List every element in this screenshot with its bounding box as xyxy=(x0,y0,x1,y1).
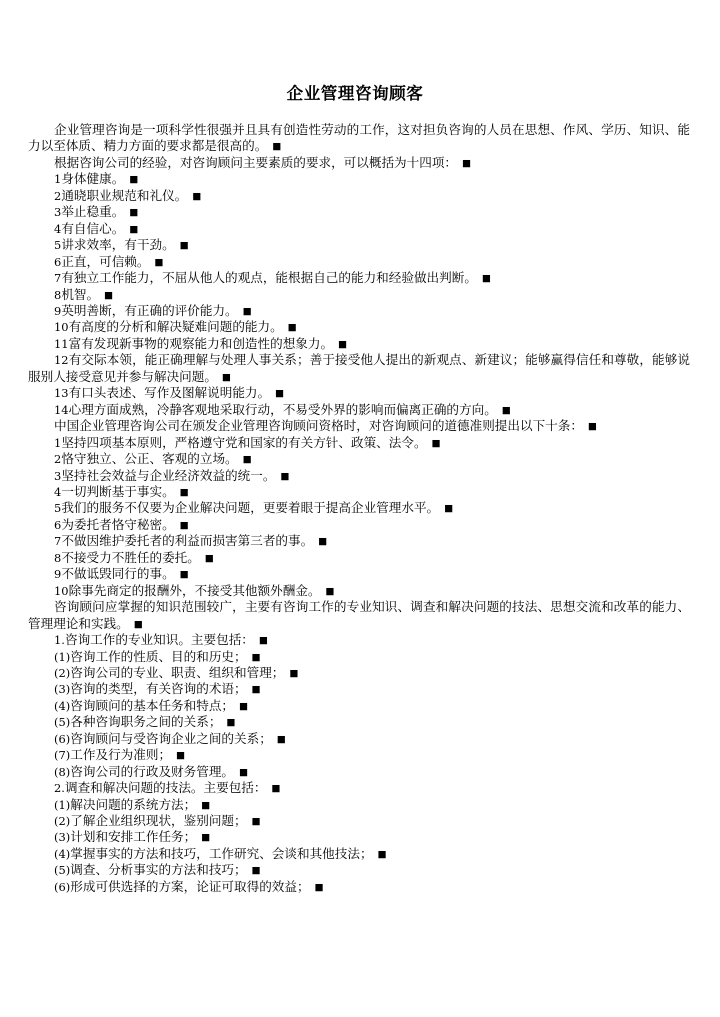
list-item-text: 为委托者恪守秘密。 xyxy=(61,516,175,532)
paragraph-end-mark-icon: ■ xyxy=(311,881,324,893)
quality-item-3 xyxy=(28,204,690,220)
knowledge-1-sub-1 xyxy=(28,649,690,665)
list-item-number: (4) xyxy=(54,698,71,713)
list-item-text: 工作及行为准则； xyxy=(70,747,172,763)
list-item-text: 英明善断，有正确的评价能力。 xyxy=(61,302,238,318)
knowledge-2-sub-1 xyxy=(28,797,690,813)
list-item-text: 咨询顾问的基本任务和特点； xyxy=(70,697,235,713)
list-item-text: 了解企业组织现状，鉴别问题； xyxy=(70,813,247,829)
paragraph-end-mark-icon: ■ xyxy=(286,667,299,679)
list-item-number: (7) xyxy=(54,748,71,763)
knowledge-1-sub-6 xyxy=(28,731,690,747)
list-item-number: 2. xyxy=(54,781,65,796)
list-item-text: 除事先商定的报酬外，不接受其他额外酬金。 xyxy=(68,582,321,598)
paragraph-end-mark-icon: ■ xyxy=(441,503,454,515)
knowledge-2-sub-5 xyxy=(28,862,690,878)
ethics-item-8 xyxy=(28,550,690,566)
list-item-number: 1 xyxy=(54,172,62,187)
list-item-text: 形成可供选择的方案，论证可取得的效益； xyxy=(70,878,310,894)
quality-item-14 xyxy=(28,402,690,418)
paragraph-end-mark-icon: ■ xyxy=(189,190,202,202)
ethics-item-1 xyxy=(28,435,690,451)
paragraph-end-mark-icon: ■ xyxy=(255,635,268,647)
list-item-text: 富有发现新事物的观察能力和创造性的想象力。 xyxy=(68,335,334,351)
paragraph-end-mark-icon: ■ xyxy=(198,799,211,811)
ethics-item-6 xyxy=(28,517,690,533)
quality-item-9 xyxy=(28,303,690,319)
list-item-text: 调查、分析事实的方法和技巧； xyxy=(70,862,247,878)
list-item-number: 2 xyxy=(54,188,62,203)
paragraph-end-mark-icon: ■ xyxy=(223,717,236,729)
quality-item-4 xyxy=(28,221,690,237)
list-item-number: 9 xyxy=(54,567,62,582)
list-item-text: 咨询工作的专业知识。主要包括： xyxy=(64,632,254,648)
list-item-number: (4) xyxy=(54,846,71,861)
paragraph-end-mark-icon: ■ xyxy=(335,338,348,350)
list-item-text: 咨询的类型，有关咨询的术语； xyxy=(70,681,247,697)
list-item-number: 7 xyxy=(54,534,62,549)
list-item-number: 8 xyxy=(54,550,62,565)
document-body xyxy=(24,122,696,895)
intro-paragraph-2 xyxy=(28,155,690,171)
list-item-number: 6 xyxy=(54,517,62,532)
quality-item-7 xyxy=(28,270,690,286)
paragraph-end-mark-icon: ■ xyxy=(126,207,139,219)
knowledge-2-sub-4 xyxy=(28,846,690,862)
paragraph-end-mark-icon: ■ xyxy=(218,371,232,383)
page-title: 企业管理咨询顾客 xyxy=(286,84,424,103)
knowledge-1-sub-7 xyxy=(28,747,690,763)
paragraph-end-mark-icon: ■ xyxy=(374,848,387,860)
list-item-number: 3 xyxy=(54,205,62,220)
quality-item-1 xyxy=(28,171,690,187)
list-item-text: 各种咨询职务之间的关系； xyxy=(70,714,222,730)
list-item-number: (6) xyxy=(54,731,71,746)
paragraph-text: 根据咨询公司的经验，对咨询顾问主要素质的要求，可以概括为十四项： xyxy=(54,154,457,170)
quality-item-2 xyxy=(28,188,690,204)
knowledge-group-2 xyxy=(28,780,690,796)
list-item-number: 2 xyxy=(54,452,62,467)
paragraph-end-mark-icon: ■ xyxy=(176,569,189,581)
ethics-item-4 xyxy=(28,484,690,500)
paragraph-text: 中国企业管理咨询公司在颁发企业管理咨询顾问资格时，对咨询顾问的道德准则提出以下十条： xyxy=(54,418,583,434)
list-item-text: 咨询公司的专业、职责、组织和管理； xyxy=(70,664,285,680)
quality-item-8 xyxy=(28,287,690,303)
ethics-item-10 xyxy=(28,583,690,599)
paragraph-end-mark-icon: ■ xyxy=(268,783,281,795)
paragraph-end-mark-icon: ■ xyxy=(126,223,139,235)
paragraph-text: 咨询顾问应掌握的知识范围较广，主要有咨询工作的专业知识、调查和解决问题的技法、思想交流和改革的能力、管理理论和实践。 xyxy=(28,599,690,631)
intro-paragraph-1 xyxy=(28,122,690,155)
list-item-text: 咨询公司的行政及财务管理。 xyxy=(70,763,235,779)
paragraph-end-mark-icon: ■ xyxy=(236,700,249,712)
paragraph-end-mark-icon: ■ xyxy=(277,470,290,482)
list-item-number: (1) xyxy=(54,649,71,664)
paragraph-end-mark-icon: ■ xyxy=(198,832,211,844)
paragraph-text: 企业管理咨询是一项科学性很强并且具有创造性劳动的工作，这对担负咨询的人员在思想、作风、学历、知识、能力以至体质、精力方面的要求都是很高的。 xyxy=(28,122,690,154)
paragraph-end-mark-icon: ■ xyxy=(273,733,286,745)
paragraph-end-mark-icon: ■ xyxy=(151,256,164,268)
paragraph-end-mark-icon: ■ xyxy=(584,421,598,433)
paragraph-end-mark-icon: ■ xyxy=(176,486,189,498)
paragraph-end-mark-icon: ■ xyxy=(201,552,214,564)
knowledge-group-1 xyxy=(28,632,690,648)
quality-item-6 xyxy=(28,254,690,270)
knowledge-1-sub-8 xyxy=(28,764,690,780)
paragraph-end-mark-icon: ■ xyxy=(428,437,441,449)
ethics-intro-paragraph xyxy=(28,418,690,434)
quality-item-11 xyxy=(28,336,690,352)
ethics-item-5 xyxy=(28,500,690,516)
paragraph-end-mark-icon: ■ xyxy=(176,240,189,252)
list-item-number: 7 xyxy=(54,271,62,286)
document-content xyxy=(24,0,696,895)
paragraph-end-mark-icon: ■ xyxy=(459,157,472,169)
paragraph-end-mark-icon: ■ xyxy=(101,289,114,301)
knowledge-1-sub-2 xyxy=(28,665,690,681)
list-item-number: 3 xyxy=(54,468,62,483)
paragraph-end-mark-icon: ■ xyxy=(322,585,335,597)
list-item-text: 机智。 xyxy=(61,286,100,302)
paragraph-end-mark-icon: ■ xyxy=(173,750,186,762)
list-item-number: 5 xyxy=(54,501,62,516)
paragraph-end-mark-icon: ■ xyxy=(478,273,492,285)
paragraph-end-mark-icon: ■ xyxy=(315,536,328,548)
list-item-text: 调查和解决问题的技法。主要包括： xyxy=(64,780,267,796)
list-item-text: 有口头表述、写作及图解说明能力。 xyxy=(68,385,271,401)
list-item-number: 4 xyxy=(54,221,62,236)
paragraph-end-mark-icon: ■ xyxy=(269,141,282,153)
list-item-number: 5 xyxy=(54,238,62,253)
list-item-number: (8) xyxy=(54,764,71,779)
list-item-number: (5) xyxy=(54,863,71,878)
list-item-number: (6) xyxy=(54,879,71,894)
ethics-item-2 xyxy=(28,451,690,467)
list-item-text: 身体健康。 xyxy=(61,171,125,187)
list-item-text: 恪守独立、公正、客观的立场。 xyxy=(61,451,238,467)
paragraph-end-mark-icon: ■ xyxy=(248,684,261,696)
list-item-text: 通晓职业规范和礼仪。 xyxy=(61,187,188,203)
list-item-text: 解决问题的系统方法； xyxy=(70,796,197,812)
list-item-text: 讲求效率，有干劲。 xyxy=(61,237,175,253)
list-item-text: 正直，可信赖。 xyxy=(61,253,150,269)
list-item-text: 我们的服务不仅要为企业解决问题，更要着眼于提高企业管理水平。 xyxy=(61,500,440,516)
list-item-text: 心理方面成熟，冷静客观地采取行动，不易受外界的影响而偏离正确的方向。 xyxy=(68,401,497,417)
paragraph-end-mark-icon: ■ xyxy=(239,454,252,466)
list-item-number: 9 xyxy=(54,303,62,318)
paragraph-end-mark-icon: ■ xyxy=(239,305,252,317)
paragraph-end-mark-icon: ■ xyxy=(248,865,261,877)
list-item-text: 咨询顾问与受咨询企业之间的关系； xyxy=(70,730,272,746)
knowledge-1-sub-4 xyxy=(28,698,690,714)
paragraph-end-mark-icon: ■ xyxy=(126,174,139,186)
list-item-number: (3) xyxy=(54,682,71,697)
paragraph-end-mark-icon: ■ xyxy=(248,651,261,663)
ethics-item-7 xyxy=(28,533,690,549)
quality-item-5 xyxy=(28,237,690,253)
ethics-item-9 xyxy=(28,566,690,582)
paragraph-end-mark-icon: ■ xyxy=(130,618,143,630)
list-item-text: 不接受力不胜任的委托。 xyxy=(61,549,200,565)
list-item-text: 计划和安排工作任务； xyxy=(70,829,197,845)
list-item-text: 有高度的分析和解决疑难问题的能力。 xyxy=(68,319,283,335)
list-item-number: 11 xyxy=(54,336,69,351)
list-item-text: 不做因维护委托者的利益而损害第三者的事。 xyxy=(61,533,314,549)
list-item-text: 不做诋毁同行的事。 xyxy=(61,566,175,582)
list-item-number: 13 xyxy=(54,386,69,401)
list-item-number: (5) xyxy=(54,715,71,730)
list-item-text: 坚持社会效益与企业经济效益的统一。 xyxy=(61,467,276,483)
knowledge-2-sub-6 xyxy=(28,879,690,895)
list-item-number: 6 xyxy=(54,254,62,269)
list-item-text: 举止稳重。 xyxy=(61,204,125,220)
list-item-number: 8 xyxy=(54,287,62,302)
list-item-number: (1) xyxy=(54,797,71,812)
list-item-text: 有独立工作能力，不屈从他人的观点，能根据自己的能力和经验做出判断。 xyxy=(61,270,477,286)
list-item-text: 坚持四项基本原则，严格遵守党和国家的有关方针、政策、法令。 xyxy=(61,434,427,450)
list-item-number: 1 xyxy=(54,435,62,450)
list-item-number: 12 xyxy=(54,353,69,368)
quality-item-12 xyxy=(28,352,690,385)
quality-item-10 xyxy=(28,319,690,335)
list-item-number: (3) xyxy=(54,830,71,845)
ethics-item-3 xyxy=(28,468,690,484)
list-item-text: 掌握事实的方法和技巧，工作研究、会谈和其他技法； xyxy=(70,845,373,861)
list-item-text: 咨询工作的性质、目的和历史； xyxy=(70,648,247,664)
paragraph-end-mark-icon: ■ xyxy=(248,816,261,828)
list-item-text: 一切判断基于事实。 xyxy=(61,483,175,499)
list-item-number: 10 xyxy=(54,583,69,598)
paragraph-end-mark-icon: ■ xyxy=(176,519,189,531)
list-item-text: 有自信心。 xyxy=(61,220,125,236)
list-item-number: 4 xyxy=(54,484,62,499)
list-item-number: 1. xyxy=(54,633,65,648)
knowledge-2-sub-2 xyxy=(28,813,690,829)
knowledge-1-sub-5 xyxy=(28,714,690,730)
list-item-text: 有交际本领，能正确理解与处理人事关系；善于接受他人提出的新观点、新建议；能够赢得信任和尊敬，能够说服别人接受意见并参与解决问题。 xyxy=(28,352,690,384)
paragraph-end-mark-icon: ■ xyxy=(284,322,297,334)
quality-item-13 xyxy=(28,385,690,401)
paragraph-end-mark-icon: ■ xyxy=(236,766,249,778)
knowledge-intro-paragraph xyxy=(28,599,690,632)
list-item-number: 14 xyxy=(54,402,69,417)
list-item-number: (2) xyxy=(54,665,71,680)
paragraph-end-mark-icon: ■ xyxy=(272,388,285,400)
list-item-number: 10 xyxy=(54,320,69,335)
list-item-number: (2) xyxy=(54,814,71,829)
knowledge-1-sub-3 xyxy=(28,681,690,697)
paragraph-end-mark-icon: ■ xyxy=(498,404,511,416)
knowledge-2-sub-3 xyxy=(28,829,690,845)
